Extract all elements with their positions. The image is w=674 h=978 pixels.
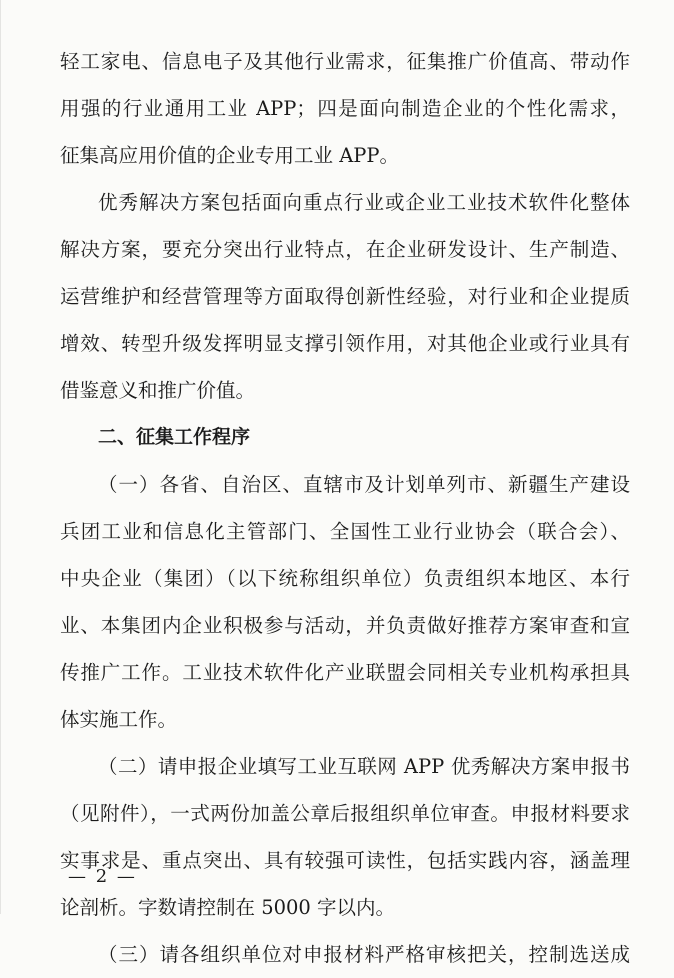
document-body bbox=[60, 38, 630, 978]
text-line: 解决方案，要充分突出行业特点，在企业研发设计、生产制造、 bbox=[60, 238, 630, 261]
page-number: — 2 — bbox=[68, 866, 137, 887]
text-line: 运营维护和经营管理等方面取得创新性经验，对行业和企业提质 bbox=[60, 285, 630, 308]
section-heading: 二、征集工作程序 bbox=[98, 426, 251, 448]
text-line: （三）请各组织单位对申报材料严格审核把关，控制选送成 bbox=[98, 943, 630, 966]
text-line: 增效、转型升级发挥明显支撑引领作用，对其他企业或行业具有 bbox=[60, 332, 630, 355]
text-line: 体实施工作。 bbox=[60, 708, 178, 731]
text-line: （见附件），一式两份加盖公章后报组织单位审查。申报材料要求 bbox=[60, 802, 630, 825]
text-line: 征集高应用价值的企业专用工业 APP。 bbox=[60, 144, 400, 167]
text-line: 传推广工作。工业技术软件化产业联盟会同相关专业机构承担具 bbox=[60, 661, 630, 684]
text-line: 实事求是、重点突出、具有较强可读性，包括实践内容，涵盖理 bbox=[60, 849, 630, 872]
text-line: 借鉴意义和推广价值。 bbox=[60, 379, 256, 402]
text-line: 轻工家电、信息电子及其他行业需求，征集推广价值高、带动作 bbox=[60, 50, 630, 73]
text-line: （二）请申报企业填写工业互联网 APP 优秀解决方案申报书 bbox=[98, 755, 630, 778]
text-line: 中央企业（集团）（以下统称组织单位）负责组织本地区、本行 bbox=[60, 567, 630, 590]
text-line: 兵团工业和信息化主管部门、全国性工业行业协会（联合会）、 bbox=[60, 520, 630, 543]
text-line: 论剖析。字数请控制在 5000 字以内。 bbox=[60, 896, 396, 919]
text-line: 业、本集团内企业积极参与活动，并负责做好推荐方案审查和宣 bbox=[60, 614, 630, 637]
text-line: 用强的行业通用工业 APP；四是面向制造企业的个性化需求， bbox=[60, 97, 630, 120]
text-line: （一）各省、自治区、直辖市及计划单列市、新疆生产建设 bbox=[98, 473, 630, 496]
text-line: 优秀解决方案包括面向重点行业或企业工业技术软件化整体 bbox=[98, 191, 630, 214]
